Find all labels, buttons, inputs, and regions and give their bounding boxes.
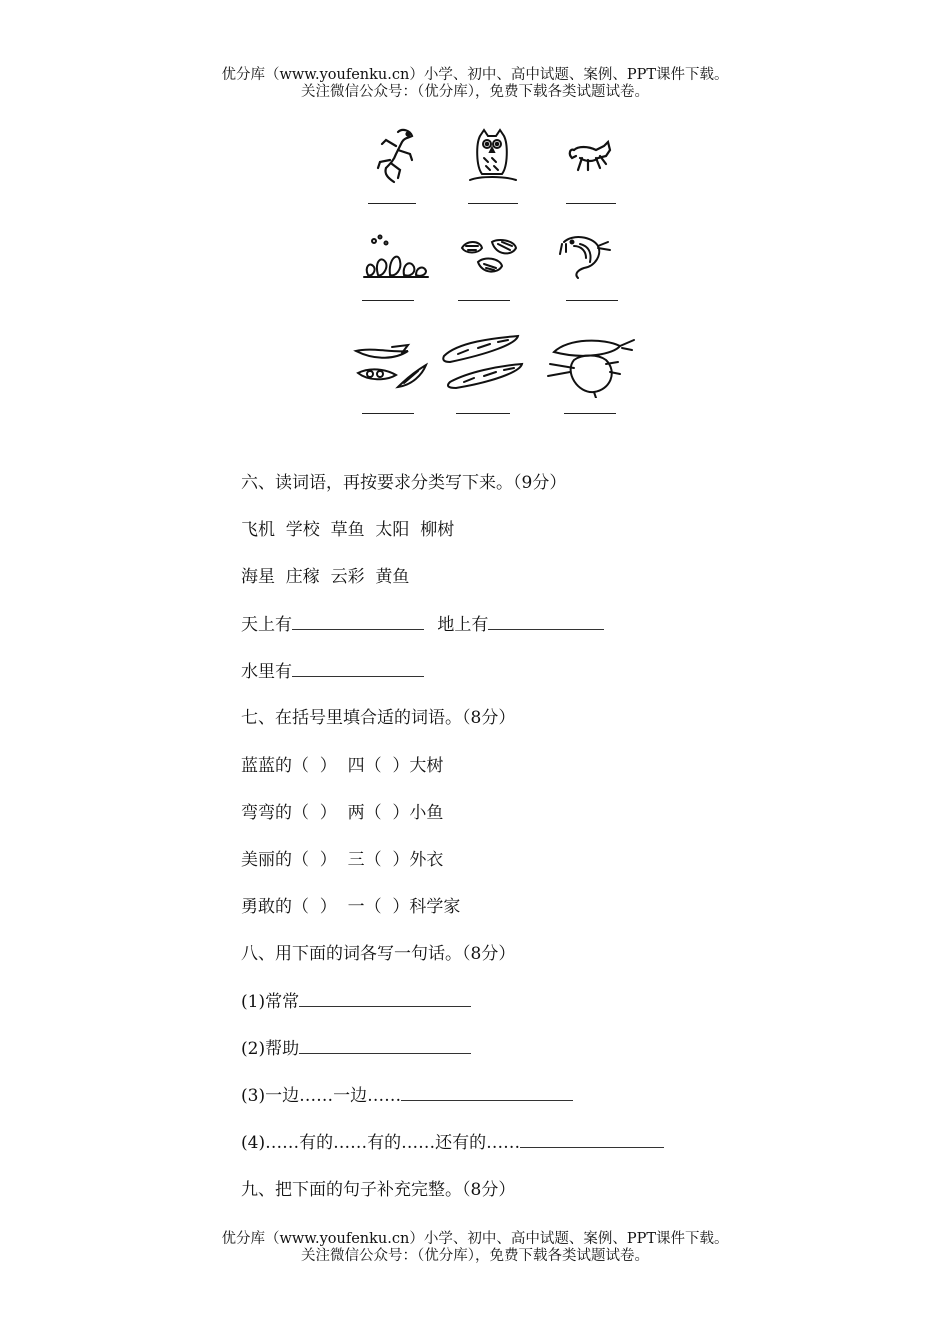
sentence-prompt: (3)一边……一边……	[241, 1086, 402, 1106]
sky-row	[241, 613, 604, 636]
fill-row[interactable]: 蓝蓝的（ ） 四（ ）大树	[241, 756, 444, 776]
answer-blank[interactable]	[362, 300, 414, 301]
word-list-1: 飞机 学校 草鱼 太阳 柳树	[241, 520, 455, 540]
cucumbers-picture	[438, 332, 528, 390]
section-8-title: 八、用下面的词各写一句话。（8分）	[241, 944, 516, 964]
sentence-prompt: (2)帮助	[241, 1039, 300, 1059]
seaweed-picture	[360, 231, 430, 281]
header-line-1: 优分库（www.youfenku.cn）小学、初中、高中试题、案例、PPT课件下载。	[221, 67, 729, 83]
fill-row[interactable]: 美丽的（ ） 三（ ）外衣	[241, 850, 444, 870]
section-7-title: 七、在括号里填合适的词语。（8分）	[241, 708, 516, 728]
answer-blank[interactable]	[456, 413, 510, 414]
page-footer	[0, 1231, 950, 1265]
answer-blank[interactable]	[458, 300, 510, 301]
peapods-picture	[352, 343, 432, 395]
fox-picture	[566, 138, 616, 176]
sentence-answer-blank[interactable]	[299, 1037, 471, 1054]
ground-answer-blank[interactable]	[488, 613, 604, 630]
sentence-prompt: (1)常常	[241, 992, 300, 1012]
footer-line-2: 关注微信公众号：（优分库），免费下载各类试题试卷。	[301, 1248, 649, 1264]
owl-picture	[464, 126, 520, 186]
sentence-item	[241, 1131, 664, 1154]
answer-blank[interactable]	[468, 203, 518, 204]
sentence-answer-blank[interactable]	[401, 1084, 573, 1101]
fill-row[interactable]: 弯弯的（ ） 两（ ）小鱼	[241, 803, 444, 823]
sentence-answer-blank[interactable]	[520, 1131, 664, 1148]
sentence-item	[241, 1084, 573, 1107]
page-header	[0, 67, 950, 101]
answer-blank[interactable]	[564, 413, 616, 414]
sky-label: 天上有	[241, 615, 292, 635]
water-label: 水里有	[241, 662, 292, 682]
lizard-picture	[368, 124, 424, 184]
word-list-2: 海星 庄稼 云彩 黄鱼	[241, 567, 410, 587]
water-answer-blank[interactable]	[292, 660, 424, 677]
sky-answer-blank[interactable]	[292, 613, 424, 630]
shrimp-picture	[558, 232, 614, 282]
answer-blank[interactable]	[566, 203, 616, 204]
answer-blank[interactable]	[566, 300, 618, 301]
sentence-answer-blank[interactable]	[299, 990, 471, 1007]
section-9-title: 九、把下面的句子补充完整。（8分）	[241, 1180, 516, 1200]
fill-row[interactable]: 勇敢的（ ） 一（ ）科学家	[241, 897, 461, 917]
footer-line-1: 优分库（www.youfenku.cn）小学、初中、高中试题、案例、PPT课件下载。	[221, 1231, 729, 1247]
answer-blank[interactable]	[368, 203, 416, 204]
ground-label: 地上有	[437, 615, 489, 635]
water-row	[241, 660, 424, 683]
header-line-2: 关注微信公众号：（优分库），免费下载各类试题试卷。	[301, 84, 649, 100]
sentence-prompt: (4)……有的……有的……还有的……	[241, 1133, 521, 1153]
radish-picture	[544, 332, 636, 398]
answer-blank[interactable]	[362, 413, 414, 414]
sentence-item	[241, 1037, 471, 1060]
sentence-item	[241, 990, 471, 1013]
shells-picture	[458, 236, 522, 278]
section-6-title: 六、读词语，再按要求分类写下来。（9分）	[241, 473, 567, 493]
